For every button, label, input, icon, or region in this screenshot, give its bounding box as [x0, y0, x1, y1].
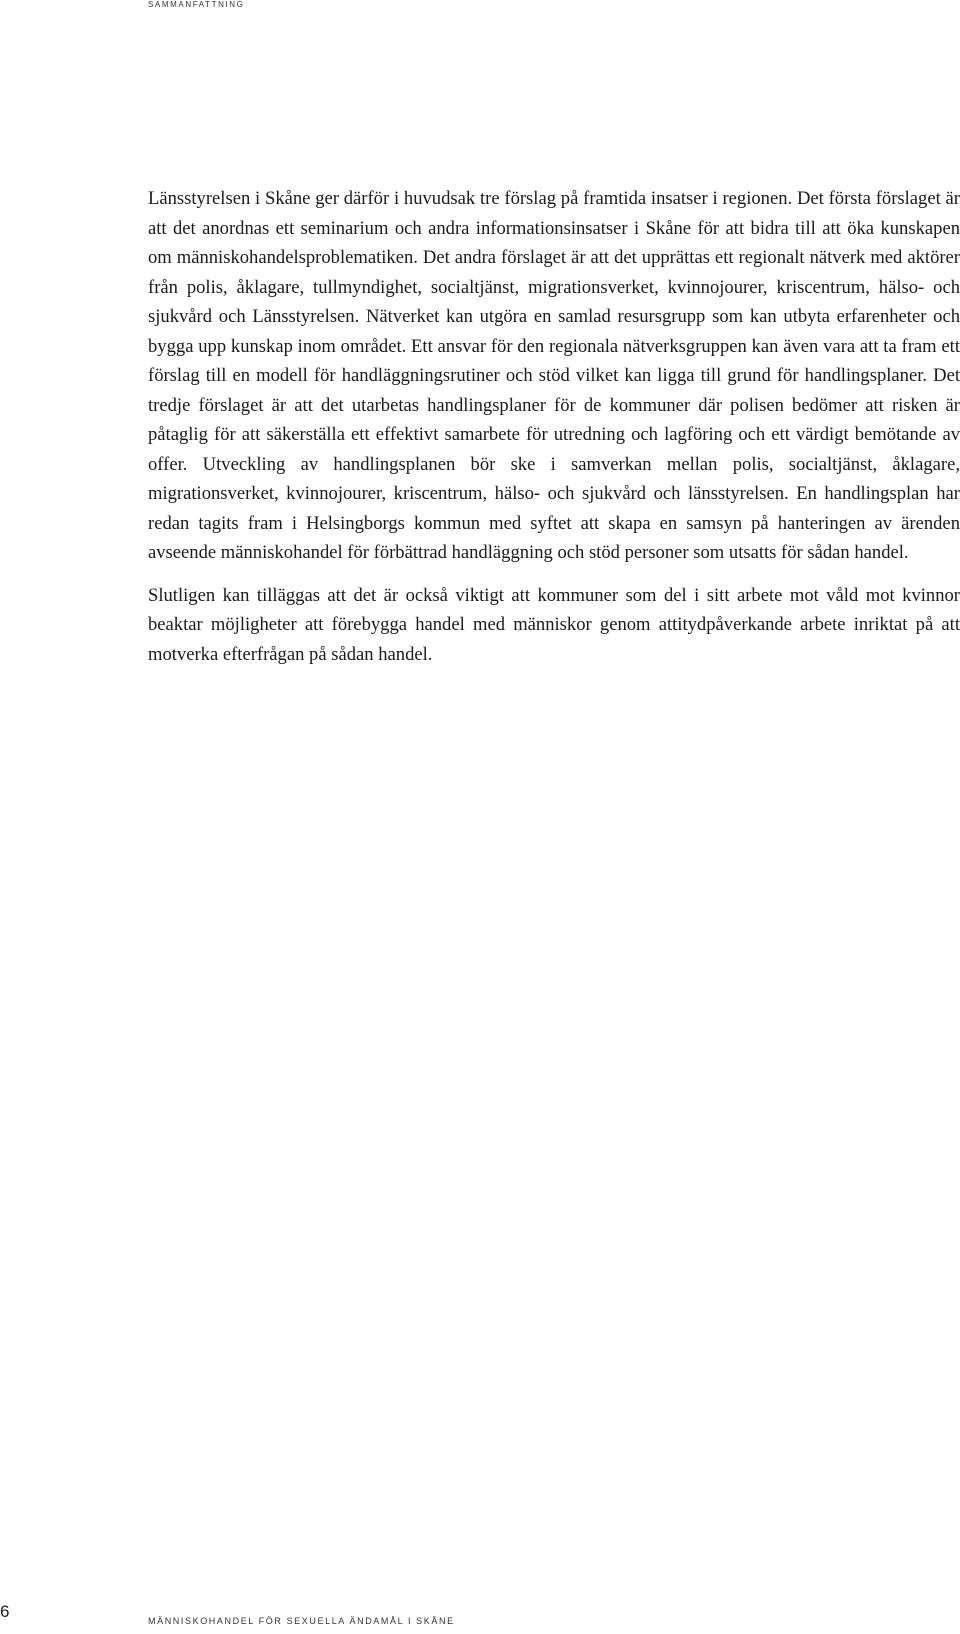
- running-header: SAMMANFATTNING: [148, 0, 245, 9]
- page-number: 6: [0, 1602, 10, 1621]
- body-text: [148, 184, 960, 682]
- paragraph-proposals: Länsstyrelsen i Skåne ger därför i huvudsak tre förslag på framtida insatser i regionen. Det första förslaget är att det anordnas ett seminarium och andra informationsinsatser i Skåne för att bidra till att öka kunskapen om människohandelsproblematiken. Det andra förslaget är att det upprättas ett regionalt nätverk med aktörer från polis, åklagare, tullmyndighet, socialtjänst, migrationsverket, kvinnojourer, kriscentrum, hälso- och sjukvård och Länsstyrelsen. Nätverket kan utgöra en samlad resursgrupp som kan utbyta erfarenheter och bygga upp kunskap inom området. Ett ansvar för den regionala nätverksgruppen kan även vara att ta fram ett förslag till en modell för handläggningsrutiner och stöd vilket kan ligga till grund för handlingsplaner. Det tredje förslaget är att det utarbetas handlingsplaner för de kommuner där polisen bedömer att risken är påtaglig för att säkerställa ett effektivt samarbete för utredning och lagföring och ett värdigt bemötande av offer. Utveckling av handlingsplanen bör ske i samverkan mellan polis, socialtjänst, åklagare, migrationsverket, kvinnojourer, kriscentrum, hälso- och sjukvård och länsstyrelsen. En handlingsplan har redan tagits fram i Helsingborgs kommun med syftet att skapa en samsyn på hanteringen av ärenden avseende människohandel för förbättrad handläggning och stöd personer som utsatts för sådan handel.: [148, 188, 960, 563]
- paragraph-conclusion: Slutligen kan tilläggas att det är också viktigt att kommuner som del i sitt arbete mot våld mot kvinnor beaktar möjligheter att förebygga handel med människor genom attitydpåverkande arbete inriktat på att motverka efterfrågan på sådan handel.: [148, 584, 960, 665]
- running-footer: MÄNNISKOHANDEL FÖR SEXUELLA ÄNDAMÅL I SKÅNE: [148, 1616, 455, 1626]
